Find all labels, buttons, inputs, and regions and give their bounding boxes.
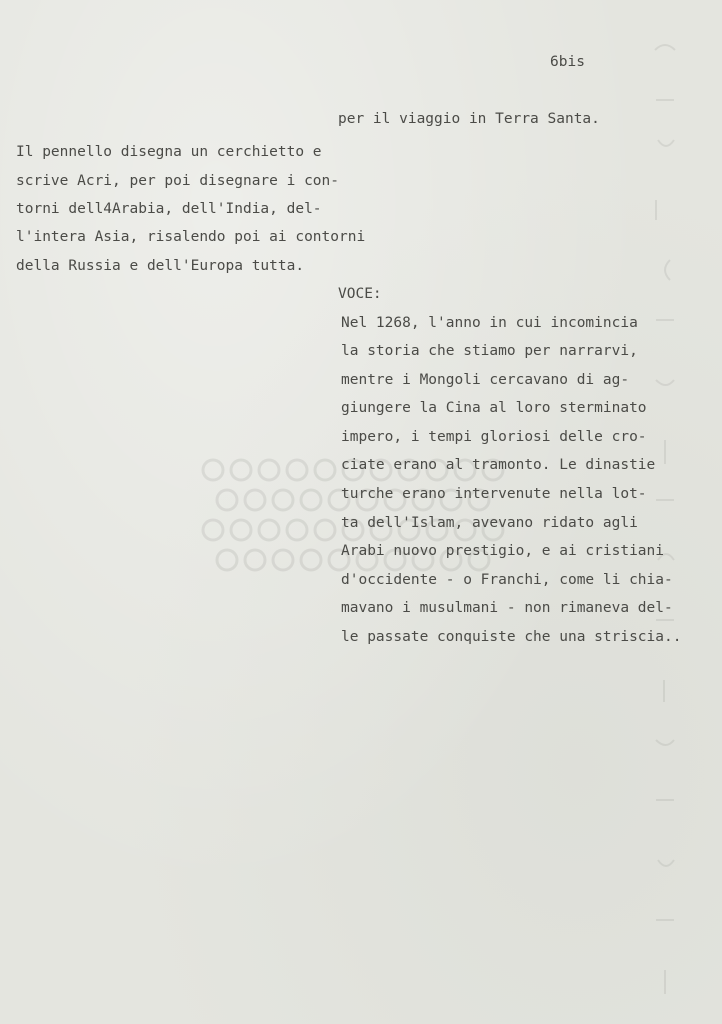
scene-direction-line: Il pennello disegna un cerchietto e (16, 144, 322, 160)
voice-line: Arabi nuovo prestigio, e ai cristiani (341, 543, 665, 559)
voice-line: impero, i tempi gloriosi delle cro- (341, 429, 647, 445)
scene-direction-line: torni dell4Arabia, dell'India, del- (16, 201, 322, 217)
scene-direction-line: della Russia e dell'Europa tutta. (16, 258, 305, 274)
voice-line: turche erano intervenute nella lot- (341, 486, 647, 502)
voice-line: mavano i musulmani - non rimaneva del- (341, 600, 673, 616)
voice-line: Nel 1268, l'anno in cui incomincia (341, 315, 638, 331)
voice-line: ciate erano al tramonto. Le dinastie (341, 457, 656, 473)
scene-direction-line: scrive Acri, per poi disegnare i con- (16, 173, 340, 189)
voice-label: VOCE: (338, 286, 382, 302)
voice-line: mentre i Mongoli cercavano di ag- (341, 372, 630, 388)
voice-line: ta dell'Islam, avevano ridato agli (341, 515, 638, 531)
voice-line: d'occidente - o Franchi, come li chia- (341, 572, 673, 588)
voice-line: le passate conquiste che una striscia.. (341, 629, 682, 645)
page-number: 6bis (550, 54, 585, 70)
scene-direction-line: per il viaggio in Terra Santa. (338, 111, 600, 127)
scene-direction-line: l'intera Asia, risalendo poi ai contorni (16, 229, 366, 245)
voice-line: giungere la Cina al loro sterminato (341, 400, 647, 416)
voice-line: la storia che stiamo per narrarvi, (341, 343, 638, 359)
show-through-marks (650, 20, 680, 1010)
